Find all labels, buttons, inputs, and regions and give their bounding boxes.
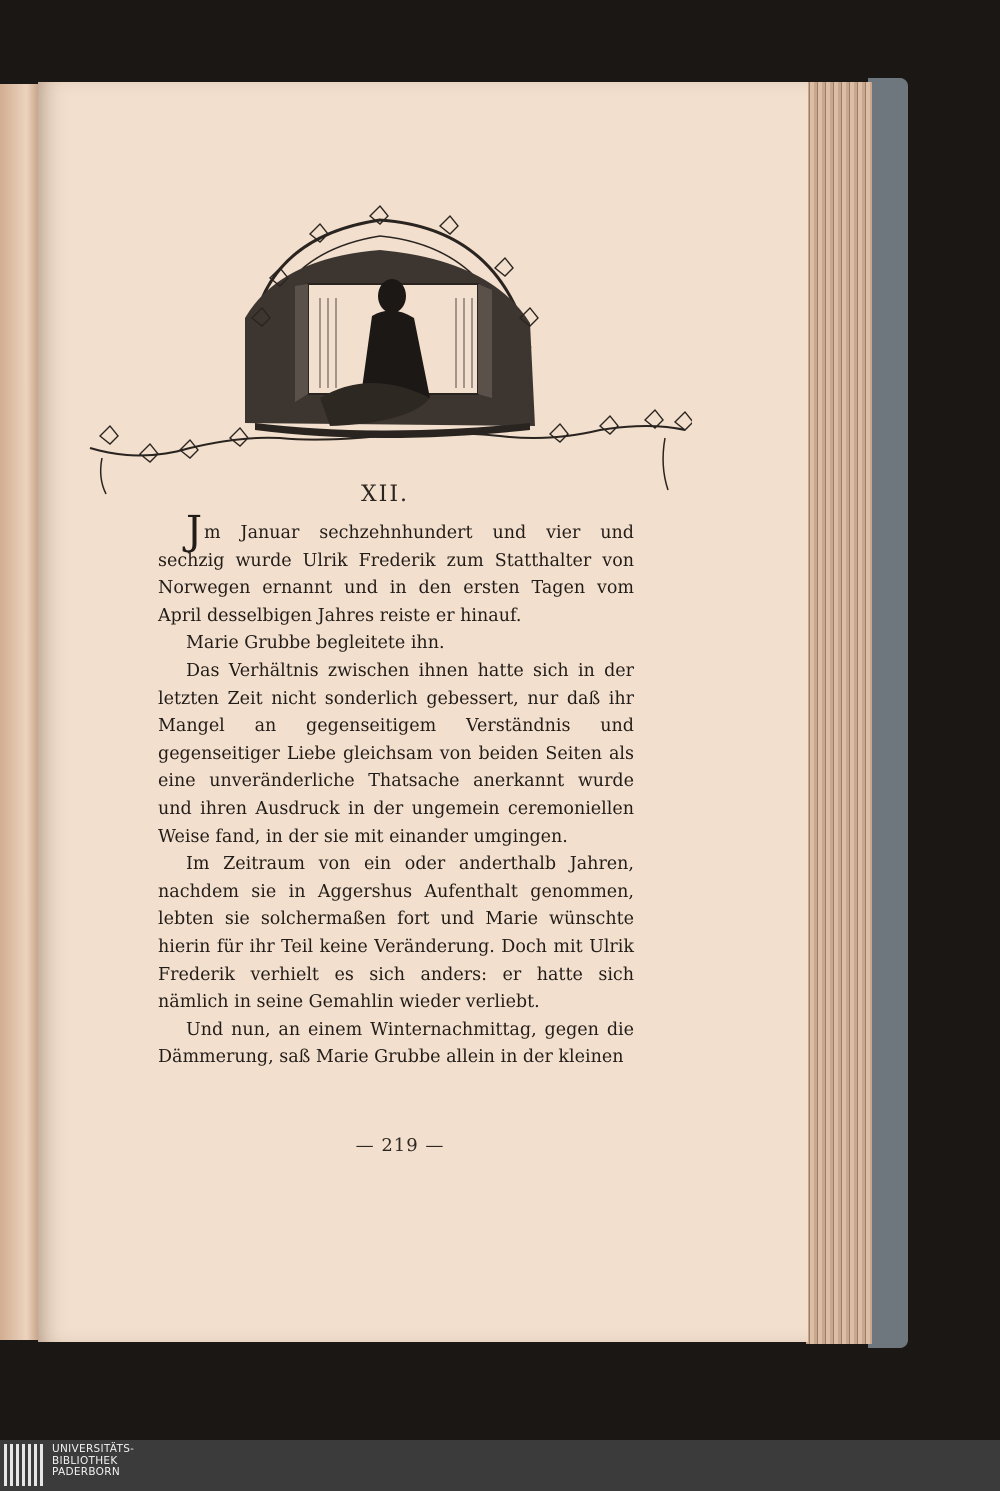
drop-cap: J (186, 508, 203, 554)
paragraph-5: Und nun, an einem Winternachmittag, gegen die Dämmerung, saß Marie Grubbe allein in der kleinen (158, 1019, 634, 1068)
paragraph-1: Jm Januar sechzehnhundert und vier und sechzig wurde Ulrik Frederik zum Statthalter von Norwegen ernannt und in den ersten Tagen vom April desselbigen Jahres reiste er hinauf. (158, 508, 634, 626)
paragraph-2: Marie Grubbe begleitete ihn. (186, 633, 445, 654)
library-footer (0, 1440, 1000, 1491)
paragraph-4: Im Zeitraum von ein oder anderthalb Jahren, nachdem sie in Aggershus Aufenthalt genommen, lebten sie solchermaßen fort und Marie wünschte hierin für ihr Teil keine Veränderung. Doch mit Ulrik Frederik verhielt es sich anders: er hatte sich nämlich in seine Gemahlin wieder verliebt. (158, 854, 634, 1013)
page-number: — 219 — (355, 1135, 445, 1156)
book-cover-edge (868, 78, 908, 1348)
paragraph-3: Das Verhältnis zwischen ihnen hatte sich in der letzten Zeit nicht sonderlich gebessert, nur daß ihr Mangel an gegenseitigem Verständnis und gegenseitiger Liebe gleichsam von beiden Seiten als eine unveränderliche Thatsache anerkannt wurde und ihren Ausdruck in der ungemein ceremoniellen Weise fand, in der sie mit einander umgingen. (158, 660, 634, 847)
library-name: UNIVERSITÄTS- BIBLIOTHEK PADERBORN (52, 1443, 135, 1478)
vignette-illustration (80, 198, 692, 500)
chapter-heading: XII. (360, 482, 410, 507)
page-edges (806, 82, 872, 1344)
library-logo-icon (4, 1442, 48, 1488)
body-text (158, 508, 634, 1072)
